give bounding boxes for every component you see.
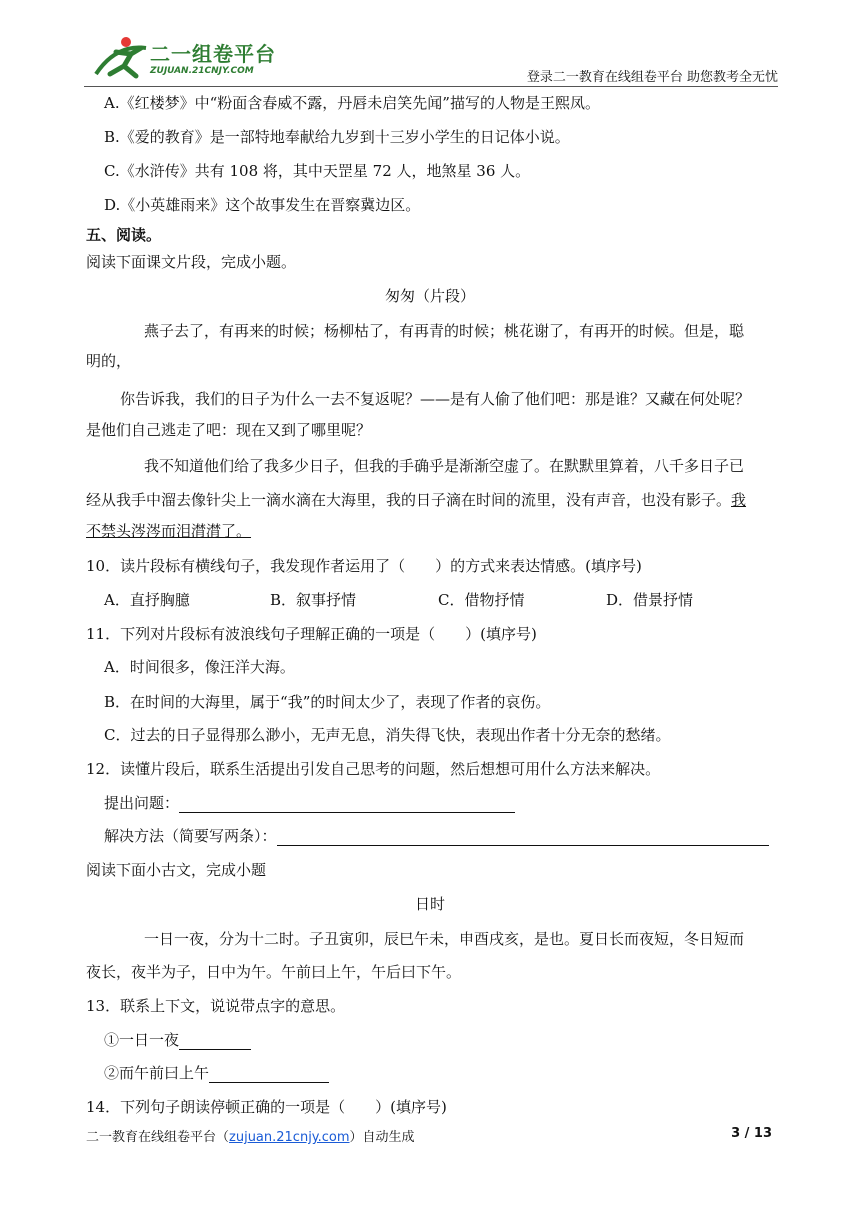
option-d: D.《小英雄雨来》这个故事发生在晋察冀边区。 [104, 196, 421, 214]
passage-line: 你告诉我，我们的日子为什么一去不复返呢？——是有人偷了他们吧：那是谁？又藏在何处呢？ [120, 390, 751, 408]
logo-subtext: ZUJUAN.21CNJY.COM [150, 66, 254, 76]
q10-option-c: C．借物抒情 [438, 591, 525, 609]
page-number: 3 / 13 [731, 1126, 772, 1141]
q10-option-b: B．叙事抒情 [270, 591, 357, 609]
footer-prefix: 二一教育在线组卷平台（ [86, 1130, 230, 1145]
header-divider [84, 86, 778, 87]
passage-title: 匆匆（片段） [384, 287, 475, 305]
passage-text: 经从我手中溜去像针尖上一滴水滴在大海里，我的日子滴在时间的流里，没有声音，也没有影子。 [86, 491, 732, 509]
reading-intro: 阅读下面小古文，完成小题 [86, 861, 267, 879]
question-14: 14．下列句子朗读停顿正确的一项是（ ）(填序号) [86, 1098, 447, 1116]
passage-line: 明的， [86, 352, 132, 370]
q11-option-c: C．过去的日子显得那么渺小，无声无息，消失得飞快，表现出作者十分无奈的愁绪。 [104, 726, 671, 744]
footer-suffix: ）自动生成 [349, 1130, 415, 1145]
q12-solve-label: 解决方法（简要写两条）： [104, 827, 277, 845]
passage-line: 一日一夜，分为十二时。子丑寅卯，辰巳午未，申酉戌亥，是也。夏日长而夜短，冬日短而 [144, 930, 745, 948]
passage-line [86, 490, 746, 510]
q13-item-1 [104, 1030, 251, 1050]
q13-item-text: ①一日一夜 [104, 1031, 180, 1049]
underlined-sentence: 不禁头涔涔而泪潸潸了。 [86, 522, 252, 540]
q11-option-a: A．时间很多，像汪洋大海。 [104, 658, 295, 676]
q13-item-2 [104, 1063, 329, 1083]
q12-ask-label: 提出问题： [104, 794, 180, 812]
passage-line: 燕子去了，有再来的时候；杨柳枯了，有再青的时候；桃花谢了，有再开的时候。但是，聪 [144, 322, 745, 340]
footer-source [86, 1126, 415, 1145]
question-12: 12．读懂片段后，联系生活提出引发自己思考的问题，然后想想可用什么方法来解决。 [86, 760, 661, 778]
answer-blank[interactable] [179, 796, 515, 813]
passage-title: 日时 [414, 895, 445, 913]
option-c: C.《水浒传》共有 108 将，其中天罡星 72 人，地煞星 36 人。 [104, 162, 531, 180]
passage-line: 夜长，夜半为子，日中为午。午前曰上午，午后曰下午。 [86, 963, 462, 981]
passage-line: 是他们自己逃走了吧：现在又到了哪里呢？ [86, 421, 372, 439]
logo-text: 二一组卷平台 [150, 42, 276, 66]
header-slogan: 登录二一教育在线组卷平台 助您教考全无忧 [526, 70, 778, 85]
question-10: 10．读片段标有横线句子，我发现作者运用了（ ）的方式来表达情感。(填序号) [86, 557, 642, 575]
underlined-sentence: 我 [731, 491, 747, 509]
option-b: B.《爱的教育》是一部特地奉献给九岁到十三岁小学生的日记体小说。 [104, 128, 570, 146]
q11-option-b: B．在时间的大海里，属于“我”的时间太少了，表现了作者的哀伤。 [104, 693, 551, 711]
q12-ask-row [104, 793, 515, 813]
q13-item-text: ②而午前曰上午 [104, 1064, 210, 1082]
passage-line: 我不知道他们给了我多少日子，但我的手确乎是渐渐空虚了。在默默里算着，八千多日子已 [144, 457, 745, 475]
question-13: 13．联系上下文，说说带点字的意思。 [86, 997, 346, 1015]
reading-intro: 阅读下面课文片段，完成小题。 [86, 253, 297, 271]
answer-blank[interactable] [209, 1066, 329, 1083]
question-11: 11．下列对片段标有波浪线句子理解正确的一项是（ ）(填序号) [86, 625, 537, 643]
q12-solve-row [104, 826, 769, 846]
answer-blank[interactable] [179, 1033, 251, 1050]
section-heading: 五、阅读。 [86, 226, 162, 244]
answer-blank[interactable] [277, 829, 769, 846]
q10-option-d: D．借景抒情 [606, 591, 694, 609]
footer-link[interactable]: zujuan.21cnjy.com [229, 1130, 350, 1145]
option-a: A.《红楼梦》中“粉面含春威不露，丹唇未启笑先闻”描写的人物是王熙凤。 [104, 94, 600, 112]
q10-option-a: A．直抒胸臆 [104, 591, 190, 609]
